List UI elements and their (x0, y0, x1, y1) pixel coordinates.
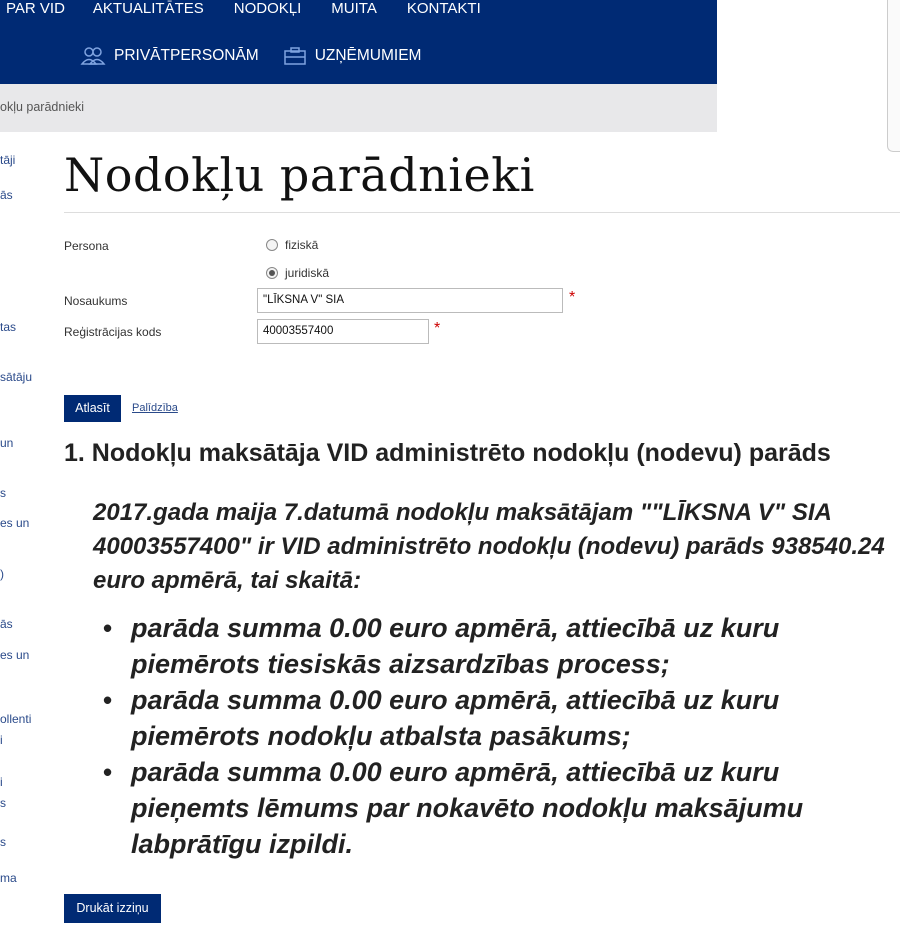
sidebar-item[interactable]: ) (0, 567, 4, 581)
radio-juridiska-label: juridiskā (285, 266, 330, 280)
nav-privatpersonam-label: PRIVĀTPERSONĀM (114, 47, 259, 64)
list-item: • parāda summa 0.00 euro apmērā, attiecībā uz kuru piemērots tiesiskās aizsardzības process; (131, 610, 891, 682)
print-certificate-button[interactable]: Drukāt izziņu (64, 894, 161, 923)
sidebar-item[interactable]: ās (0, 188, 13, 202)
sidebar-item[interactable]: s (0, 835, 6, 849)
radio-circle-icon[interactable] (266, 239, 278, 251)
nav-privatpersonam[interactable] (80, 46, 259, 66)
title-divider (64, 212, 900, 213)
sidebar-item[interactable]: tas (0, 320, 17, 334)
persona-label: Persona (64, 239, 109, 253)
regcode-label: Reģistrācijas kods (64, 325, 162, 339)
people-icon (80, 46, 106, 66)
sidebar-item[interactable]: ās (0, 617, 13, 631)
radio-fiziska-label: fiziskā (285, 238, 319, 252)
required-marker: * (569, 289, 576, 306)
sidebar-item[interactable]: tāji (0, 153, 16, 167)
breadcrumb (0, 84, 717, 132)
required-marker: * (434, 320, 441, 337)
debt-breakdown-list (131, 610, 891, 862)
nav-nodokli[interactable]: NODOKĻI (233, 0, 302, 17)
sidebar-item[interactable]: ollenti (0, 712, 32, 726)
sidebar-item[interactable]: i (0, 775, 3, 789)
sidebar-item[interactable]: s (0, 796, 6, 810)
radio-fiziska[interactable] (266, 238, 318, 252)
sidebar-item[interactable]: ma (0, 871, 17, 885)
radio-selected-icon[interactable] (266, 267, 278, 279)
sidebar-item[interactable]: i (0, 733, 3, 747)
nav-uznemumiem-label: UZŅĒMUMIEM (314, 47, 422, 64)
list-item: • parāda summa 0.00 euro apmērā, attiecībā uz kuru piemērots nodokļu atbalsta pasākums; (131, 682, 891, 754)
list-item: • parāda summa 0.00 euro apmērā, attiecībā uz kuru pieņemts lēmums par nokavēto nodokļu maksājumu labprātīgu izpildi. (131, 754, 891, 862)
regcode-input[interactable]: 40003557400 (257, 319, 429, 344)
nav-muita[interactable]: MUITA (331, 0, 377, 17)
sidebar-item[interactable]: es un (0, 648, 30, 662)
result-heading: 1. Nodokļu maksātāja VID administrēto nodokļu (nodevu) parāds (64, 439, 831, 467)
nav-uznemumiem[interactable] (283, 46, 422, 66)
sidebar-item[interactable]: es un (0, 516, 30, 530)
briefcase-icon (283, 46, 307, 66)
page-title: Nodokļu parādnieki (64, 148, 535, 202)
sidebar-item[interactable]: sātāju (0, 370, 33, 384)
name-label: Nosaukums (64, 294, 128, 308)
side-panel-edge (887, 0, 900, 152)
sidebar-item[interactable]: un (0, 436, 14, 450)
top-navigation (0, 0, 717, 84)
nav-par-vid[interactable]: PAR VID (6, 0, 65, 17)
help-link[interactable]: Palīdzība (132, 402, 178, 414)
nav-kontakti[interactable]: KONTAKTI (406, 0, 481, 17)
result-summary: 2017.gada maija 7.datumā nodokļu maksātājam ""LĪKSNA V" SIA 40003557400" ir VID administrēto nodokļu (nodevu) parāds 938540.24 euro apmērā, tai skaitā: (93, 499, 885, 594)
nav-aktualitates[interactable]: AKTUALITĀTES (92, 0, 204, 17)
submit-button[interactable]: Atlasīt (64, 395, 121, 422)
breadcrumb-current: okļu parādnieki (0, 100, 85, 114)
radio-juridiska[interactable] (266, 266, 329, 280)
name-input[interactable]: "LĪKSNA V" SIA (257, 288, 563, 313)
sidebar-item[interactable]: s (0, 486, 6, 500)
